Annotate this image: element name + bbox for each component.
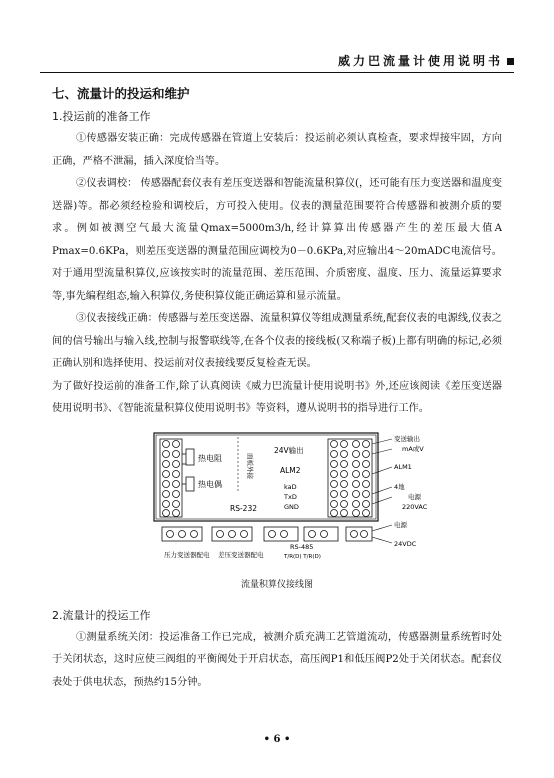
paragraph-system-closed: ①测量系统关闭：投运准备工作已完成，被测介质充满工艺管道流动，传感器测量系统暂时处于关闭状态，这时应使三阀组的平衡阀处于开启状态，高压阀P1和低压阀P2处于关闭状态。配套仪表处于供电状态，预热约15分钟。: [52, 631, 502, 688]
label-alm2: ALM2: [280, 465, 301, 475]
page-number: • 6 •: [263, 734, 291, 745]
bottom-terminal-blocks: [162, 527, 372, 541]
label-kad: kaD: [284, 482, 297, 491]
paragraph-sensor-install: ①传感器安装正确：完成传感器在管道上安装后：投运前必须认真检查，要求焊接牢固，方向正确，严格不泄漏，插入深度恰当等。: [52, 133, 502, 167]
paragraph-wiring: ③仪表接线正确：传感器与差压变送器、流量积算仪等组成测量系统,配套仪表的电源线,仪表之间的信号输出与输入线,控制与报警联线等,在各个仪表的接线板(又称端子板)上都有明确的标记,必须正确认别和选择使用、投运前对仪表接线要反复检查无误。: [52, 313, 502, 369]
wiring-diagram: [52, 425, 502, 575]
label-panel: 面板外接: [246, 452, 254, 479]
header-square-icon: [507, 58, 514, 65]
label-24v-output: 24V输出: [274, 445, 304, 455]
paragraph-instrument-calibration: ②仪表调校： 传感器配套仪表有差压变送器和智能流量积算仪(，还可能有压力变送器和温度变送器)等。都必须经检验和调校后，方可投入使用。仪表的测量范围要符合传感器和被测介质的要求。例如被测空气最大流量Qmax=5000m3/h,经计算算出传感器产生的差压最大值A Pmax=0.6KPa，则差压变送器的测量范围应调校为0－0.6KPa,对应输出4～20mADC电流信号。对于通用型流量积算仪,应该按实时的流量范围、差压范围、介质密度、温度、压力、流量运算要求等,事先编程组态,输入积算仪,务使积算仪能正确运算和显示流量。: [52, 178, 502, 302]
subsection-1-title: 1.投运前的准备工作: [52, 110, 151, 123]
label-dp-transmitter-supply: 差压变送器配电: [218, 550, 264, 559]
label-gnd: GND: [284, 502, 299, 511]
left-terminal-block: [160, 439, 182, 517]
wiring-diagram-svg: [52, 425, 502, 575]
label-power: 电源: [408, 492, 421, 501]
label-220vac: 220VAC: [402, 502, 428, 511]
label-trd: T/R(D) T/R(D): [284, 553, 321, 560]
paragraph-preparation: 为了做好投运前的准备工作,除了认真阅读《威力巴流量计使用说明书》外,还应该阅读《差压变送器使用说明书》、《智能流量积算仪使用说明书》等资料，遵从说明书的指导进行工作。: [52, 380, 502, 414]
label-transmitter-output: 变送输出: [394, 434, 420, 443]
label-txd: TxD: [284, 492, 297, 501]
label-power-2: 电源: [394, 520, 407, 529]
rtd-symbol: [186, 449, 194, 465]
label-ma-or-v: mA或V: [402, 444, 424, 453]
label-24vdc: 24VDC: [394, 539, 417, 548]
label-rs485: RS-485: [290, 542, 314, 551]
label-rs232: RS-232: [230, 503, 257, 513]
right-terminal-block: [328, 439, 372, 517]
label-out4: 4地: [394, 482, 405, 491]
label-rtd: 热电阻: [198, 453, 222, 463]
section-title: 七、流量计的投运和维护: [52, 86, 190, 101]
figure-caption: 流量积算仪接线图: [240, 579, 313, 590]
label-alm1: ALM1: [394, 462, 412, 471]
label-tc: 热电偶: [198, 479, 222, 489]
subsection-2-title: 2.流量计的投运工作: [52, 608, 151, 622]
tc-symbol: [186, 477, 194, 491]
label-pressure-transmitter-supply: 压力变送器配电: [164, 550, 210, 559]
page-content: [52, 82, 502, 694]
header-title: 威力巴流量计使用说明书: [337, 54, 503, 68]
page-header: [40, 52, 514, 73]
